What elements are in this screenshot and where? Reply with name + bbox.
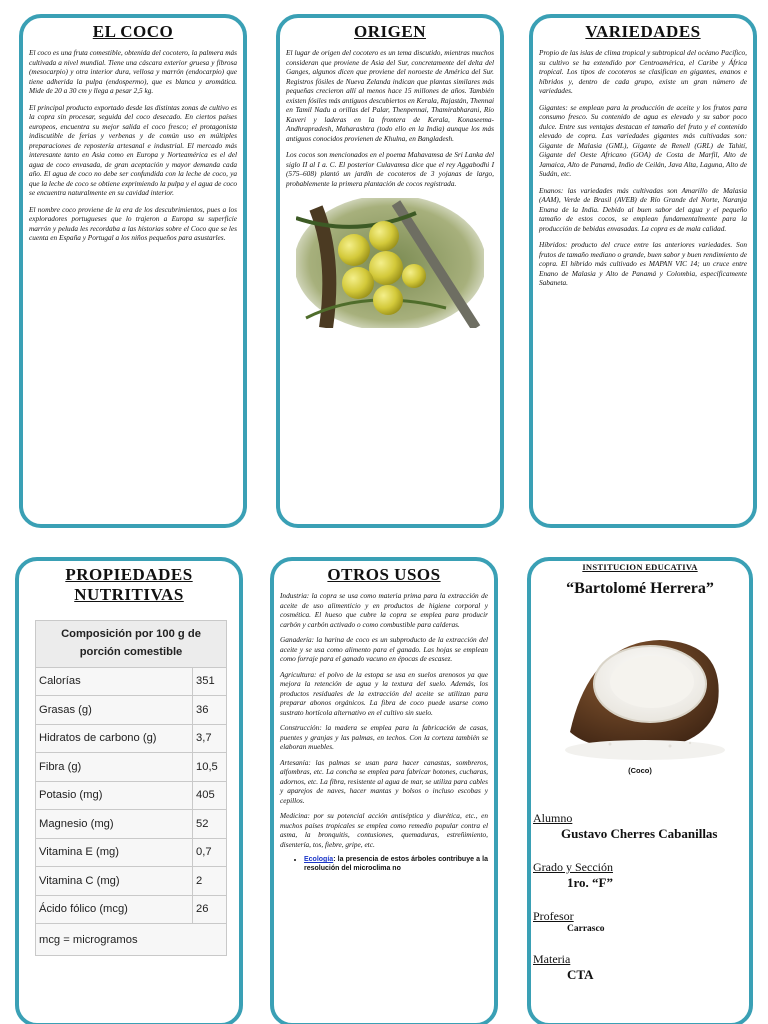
panel-otros-usos (270, 557, 498, 1024)
panel-el-coco (19, 14, 247, 528)
panel-title: VARIEDADES (585, 22, 701, 41)
nutrient-name: Potasio (mg) (36, 781, 193, 810)
grade-field (531, 860, 749, 891)
table-note-row (36, 924, 227, 956)
uses-list (280, 591, 488, 849)
list-item: Medicina: por su potencial acción antiséptica y diurética, etc., en muchos países tropicales se emplea como remedio popular contra el asma, la bronquitis, contusiones, quemaduras, estreñimiento, disentería, tos, fiebre, gripe, etc. (280, 811, 488, 849)
student-field (531, 811, 749, 842)
panel-title: PROPIEDADES NUTRITIVAS (65, 565, 193, 605)
subject-value: CTA (567, 967, 594, 982)
panel-origen (276, 14, 504, 528)
nutrient-value: 52 (193, 810, 227, 839)
table-row (36, 838, 227, 867)
nutrient-name: Vitamina E (mg) (36, 838, 193, 867)
nutrient-value: 36 (193, 696, 227, 725)
panel-cover (527, 557, 753, 1024)
coconut-palm-photo (296, 198, 484, 328)
paragraph: El lugar de origen del cocotero es un tema discutido, mientras muchos consideran que proviene de Asia del Sur, concretamente del delta del Ganges, algunos dicen que proviene del noroeste de América del Sur. Registros fósiles de Nueva Zelanda indican que plantas similares más pequeñas crecieron allí al menos hace 15 millones de años. También existen fósiles más antiguos descubiertos en Kerala, Rajastán, Thennai en Tamil Nadu a orillas del Palar, Thenpennai, Thamirabharani, Río Kaveri y laderas en la frontera de Kerala, Konaseema-Andhrapradesh, Maharashtra (todo ello en la India) aunque los más antiguos conocidos provienen de Khulna, en Bangladesh. (286, 48, 494, 143)
nutrient-name: Hidratos de carbono (g) (36, 724, 193, 753)
table-row (36, 895, 227, 924)
panel-variedades (529, 14, 757, 528)
paragraph: El principal producto exportado desde las distintas zonas de cultivo es la copra sin procesar, seguida del coco desecado. En ciertos países europeos, encuentra su mejor salida el coco fresco; el protagonista indiscutible de ferias y verbenas y de común uso en múltiples preparaciones de repostería artesanal e industrial. El mercado más interesante tanto en Asia como en Europa y Norteamérica es el del agua de coco envasada, de gran aceptación y mayor demanda cada año. El agua de coco no debe ser confundida con la leche de coco, ya que la leche de coco se obtiene exprimiendo la pulpa y el agua de coco se encuentra naturalmente en su cavidad interior. (29, 102, 237, 198)
panel-body (533, 48, 753, 287)
table-row (36, 810, 227, 839)
table-row (36, 667, 227, 696)
nutrient-value: 0,7 (193, 838, 227, 867)
institution-label: INSTITUCION EDUCATIVA (582, 562, 698, 572)
nutrient-value: 405 (193, 781, 227, 810)
school-name: “Bartolomé Herrera” (566, 580, 714, 597)
grade-value: 1ro. “F” (567, 875, 613, 890)
panel-title: EL COCO (92, 22, 174, 41)
ecology-text: : la presencia de estos árboles contribuye a la resolución del microclima no (304, 856, 488, 873)
list-item: Industria: la copra se usa como materia prima para la extracción de aceite de uso alimenticio y en productos de higiene corporal y cosmética. El hueso que cubre la copra se emplea para producir carbón y carbón activado o como combustible para calderas. (280, 591, 488, 629)
paragraph: El nombre coco proviene de la era de los descubrimientos, pues a los exploradores portugueses que lo trajeron a Europa su superficie marrón y peluda les recordaba a las historias sobre el Coco que se les cuenta en España y Portugal a los niños pequeños para asustarles. (29, 204, 237, 243)
subject-label: Materia (533, 952, 571, 966)
image-caption: (Coco) (628, 766, 652, 775)
nutrient-name: Calorías (36, 667, 193, 696)
table-row (36, 724, 227, 753)
student-value: Gustavo Cherres Cabanillas (561, 826, 718, 841)
ecology-link[interactable]: Ecología (304, 856, 334, 864)
table-row (36, 753, 227, 782)
coconut-half-image (550, 612, 730, 762)
panel-title: OTROS USOS (327, 565, 441, 584)
panel-body (274, 591, 494, 873)
list-item: Artesanía: las palmas se usan para hacer canastas, sombreros, alfombras, etc. La concha se emplea para fabricar botones, cucharas, adornos, etc. La fibra, resistente al agua de mar, se utiliza para cables y aparejos de naves, hacer mantas y bolsos o incluso escobas y cepillos. (280, 757, 488, 805)
nutrition-table (35, 620, 227, 956)
table-row (36, 781, 227, 810)
table-note: mcg = microgramos (36, 924, 227, 956)
teacher-field (531, 909, 749, 934)
table-header: Composición por 100 g de porción comestible (36, 620, 227, 667)
nutrient-name: Magnesio (mg) (36, 810, 193, 839)
table-row (36, 696, 227, 725)
table-row (36, 867, 227, 896)
nutrient-name: Fibra (g) (36, 753, 193, 782)
paragraph: Enanos: las variedades más cultivadas son Amarillo de Malasia (AAM), Verde de Brasil (AVEB) de Río Grande del Norte, Naranja Enana de la India. Debido al buen sabor del agua y el pequeño tamaño de estos cocos, se emplean fundamentalmente para la producción de bebidas envasadas. La copra es de mala calidad. (539, 185, 747, 233)
paragraph: Los cocos son mencionados en el poema Mahavamsa de Sri Lanka del siglo II al I a. C. El posterior Culavamsa dice que el rey Aggabodhi I (575–608) plantó un jardín de cocoteros de 3 yojanas de largo, probablemente la primera plantación de cocos registrada. (286, 150, 494, 188)
panel-title: ORIGEN (354, 22, 426, 41)
panel-body (23, 48, 243, 242)
panel-body (280, 48, 500, 188)
list-item: Agricultura: el polvo de la estopa se usa en suelos arenosos ya que mejora la retención de agua y la textura del suelo. Además, los productos residuales de la extracción del aceite se utilizan para preparar abonos orgánicos. La fibra de coco puede usarse como sustrato hortícola alternativo en el cultivo sin suelo. (280, 669, 488, 717)
nutrient-value: 3,7 (193, 724, 227, 753)
nutrient-value: 2 (193, 867, 227, 896)
grade-label: Grado y Sección (533, 860, 613, 874)
nutrient-value: 351 (193, 667, 227, 696)
paragraph: Híbridos: producto del cruce entre las anteriores variedades. Son frutos de tamaño mediano o grande, buen sabor y buen rendimiento de copra. El híbrido más cultivado es MAPAN VIC 14; un cruce entre Enano de Malasia y Alto de Panamá y Colombia, específicamente Sabaneta. (539, 240, 747, 288)
student-label: Alumno (533, 811, 573, 825)
teacher-value: Carrasco (567, 924, 605, 934)
nutrient-name: Vitamina C (mg) (36, 867, 193, 896)
paragraph: Propio de las islas de clima tropical y subtropical del océano Pacífico, su cultivo se ha extendido por Centroamérica, el Caribe y África tropical. Los tipos de cocoteros se clasifican en gigantes, enanos e híbridos y, dentro de cada grupo, existe un gran número de variedades. (539, 48, 747, 96)
nutrient-value: 26 (193, 895, 227, 924)
panel-propiedades-nutritivas (15, 557, 243, 1024)
nutrient-name: Ácido fólico (mcg) (36, 895, 193, 924)
ecology-list (304, 855, 488, 873)
nutrient-name: Grasas (g) (36, 696, 193, 725)
paragraph: Gigantes: se emplean para la producción de aceite y los frutos para consumo fresco. Su contenido de agua es elevado y su sabor poco dulce. Entre sus ventajas destacan el tamaño del fruto y el contenido elevado de copra. Las variedades gigantes más cultivadas son: Gigante de Malasia (GML), Gigante de Renell (GRL) de Tahití, Gigante del Oeste Africano (GOA) de Costa de Marfil, Alto de Jamaica, Alto de Panamá, Indio de Ceilán, Java Alta, Laguna, Alto de Sudán, etc. (539, 102, 747, 179)
list-item (304, 855, 488, 873)
teacher-label: Profesor (533, 909, 574, 923)
list-item: Ganadería: la harina de coco es un subproducto de la extracción del aceite y se usa como alimento para el ganado. Las hojas se emplean como forraje para el ganado vacuno en épocas de escasez. (280, 635, 488, 664)
subject-field (531, 952, 749, 983)
paragraph: El coco es una fruta comestible, obtenida del cocotero, la palmera más cultivada a nivel mundial. Tiene una cáscara exterior gruesa y fibrosa (mesocarpio) y otra interior dura, vellosa y marrón (endocarpio) que tiene adherida la pulpa (endospermo), que es blanca y aromática. Mide de 20 a 30 cm y llega a pesar 2,5 kg. (29, 48, 237, 96)
list-item: Construcción: la madera se emplea para la fabricación de casas, puentes y granjas y las palmas, en techos. Con la corteza también se elaboran muebles. (280, 723, 488, 752)
nutrient-value: 10,5 (193, 753, 227, 782)
